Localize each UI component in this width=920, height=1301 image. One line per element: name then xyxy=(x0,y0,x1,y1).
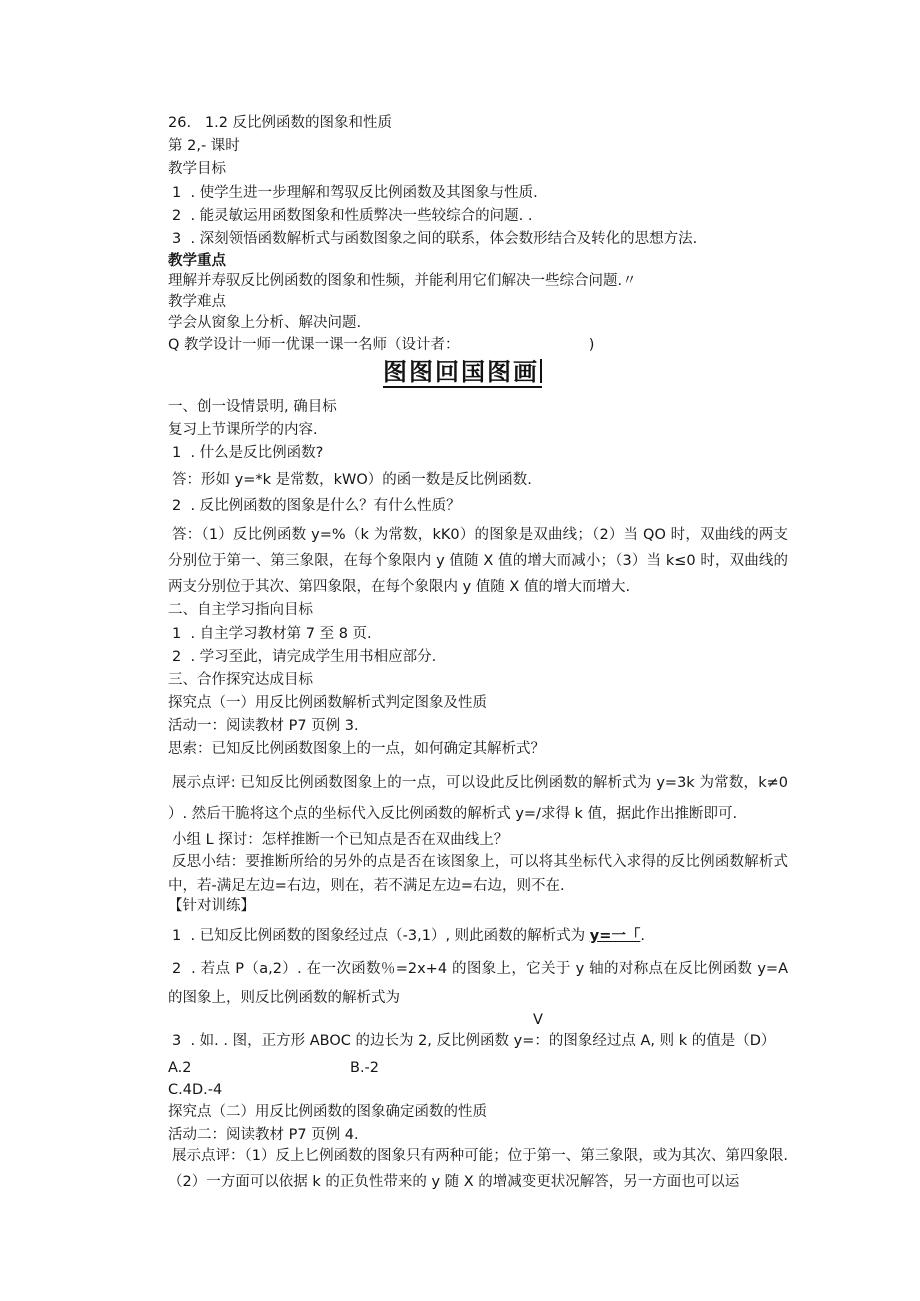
section-2-item: 1 . 自主学习教材第 7 至 8 页. xyxy=(172,626,372,642)
group-discussion: 小组 L 探讨：怎样推断一个已知点是否在双曲线上？ xyxy=(172,832,509,848)
reflection-summary: 反思小结：要推断所给的另外的点是否在该图象上，可以将其坐标代入求得的反比例函数解析式中，若-满足左边=右边，则在，若不满足左边=右边，则不在. xyxy=(168,854,788,894)
activity-2: 活动二：阅读教材 P7 页例 4. xyxy=(168,1127,359,1143)
key-points-title: 教学重点 xyxy=(168,253,226,269)
training-1-answer: y=一「 xyxy=(589,928,641,944)
question-2: 2 . 反比例函数的图象是什么？有什么性质？ xyxy=(172,498,461,514)
lesson-period: 第 2,- 课时 xyxy=(168,138,240,154)
goal-item: 1 . 使学生进一步理解和驾驭反比例函数及其图象与性质. xyxy=(172,185,538,201)
think-question: 思索：已知反比例函数图象上的一点，如何确定其解析式？ xyxy=(168,741,545,757)
goal-item: 2 . 能灵敏运用函数图象和性质弊决一些较综合的问题. . xyxy=(172,208,533,224)
activity-1: 活动一：阅读教材 P7 页例 3. xyxy=(168,718,359,734)
design-credit-close: ) xyxy=(588,337,595,353)
key-points-text: 理解并寿驭反比例函数的图象和性频，并能利用它们解决一些综合问题.〃 xyxy=(168,273,637,289)
section-3-title: 三、合作探究达成目标 xyxy=(168,672,313,688)
training-item-3: 3 . 如. . 图，正方形 ABOC 的边长为 2, 反比例函数 y=：的图象经过点 A, 则 k 的值是（D） xyxy=(172,1033,776,1049)
goals-title: 教学目标 xyxy=(168,161,226,177)
question-1: 1 . 什么是反比例函数? xyxy=(172,445,324,461)
difficulty-title: 教学难点 xyxy=(168,294,226,310)
section-1-title: 一、创一设情景明, 确目标 xyxy=(168,399,337,415)
section-2-title: 二、自主学习指向目标 xyxy=(168,602,313,618)
explore-point-1-title: 探究点（一）用反比例函数解析式判定图象及性质 xyxy=(168,695,487,711)
section-1-review: 复习上节课所学的内容. xyxy=(168,422,318,438)
difficulty-text: 学会从窗象上分析、解决问题. xyxy=(168,315,362,331)
explore-point-2-title: 探究点（二）用反比例函数的图象确定函数的性质 xyxy=(168,1104,487,1120)
section-2-item: 2 . 学习至此，请完成学生用书相应部分. xyxy=(172,649,437,665)
lesson-heading: 26. 1.2 反比例函数的图象和性质 xyxy=(168,115,393,131)
answer-2: 答：（1）反比例函数 y=%（k 为常数，kK0）的图象是双曲线；（2）当 QO 时，双曲线的两支分别位于第一、第三象限，在每个象限内 y 值随 X 值的增大而减小；（3）当 k≤0 时，双曲线的两支分别位于其次、第四象限，在每个象限内 y 值随 X 值的增大而增大. xyxy=(168,527,788,595)
banner-title: 图图回国图画 xyxy=(383,358,542,388)
comment-1: 展示点评: 已知反比例函数图象上的一点，可以设此反比例函数的解析式为 y=3k 为常数，k≠0 ）. 然后干脆将这个点的坐标代入反比例函数的解析式 y=/求得 k 值，据此作出推断即可. xyxy=(168,775,788,822)
fraction-mark: V xyxy=(533,1012,543,1028)
design-credit-label: Q 教学设计一师一优课一课一名师（设计者： xyxy=(168,337,460,353)
option-b: B.-2 xyxy=(350,1060,380,1076)
answer-1: 答：形如 y=*k 是常数，kWO）的函一数是反比例函数. xyxy=(172,472,532,488)
training-item-2: 2 . 若点 P（a,2）. 在一次函数％=2x+4 的图象上，它关于 y 轴的对称点在反比例函数 y=A 的图象上，则反比例函数的解析式为 xyxy=(168,961,788,1006)
training-item-1: 1 . 已知反比例函数的图象经过点（-3,1）, 则此函数的解析式为 y=一「. xyxy=(172,928,645,944)
comment-2: 展示点评：（1）反上匕例函数的图象只有两种可能；位于第一、第三象限，或为其次、第四象限.（2）一方面可以依据 k 的正负性带来的 y 随 X 的增减变更状况解答，另一方面也可以运 xyxy=(168,1148,788,1190)
goal-item: 3 . 深刻领悟函数解析式与函数图象之间的联系，体会数形结合及转化的思想方法. xyxy=(172,231,698,247)
option-c-d: C.4D.-4 xyxy=(168,1082,223,1098)
training-title: 【针对训练】 xyxy=(168,898,255,914)
option-a: A.2 xyxy=(168,1060,192,1076)
design-credit-line xyxy=(168,335,594,355)
